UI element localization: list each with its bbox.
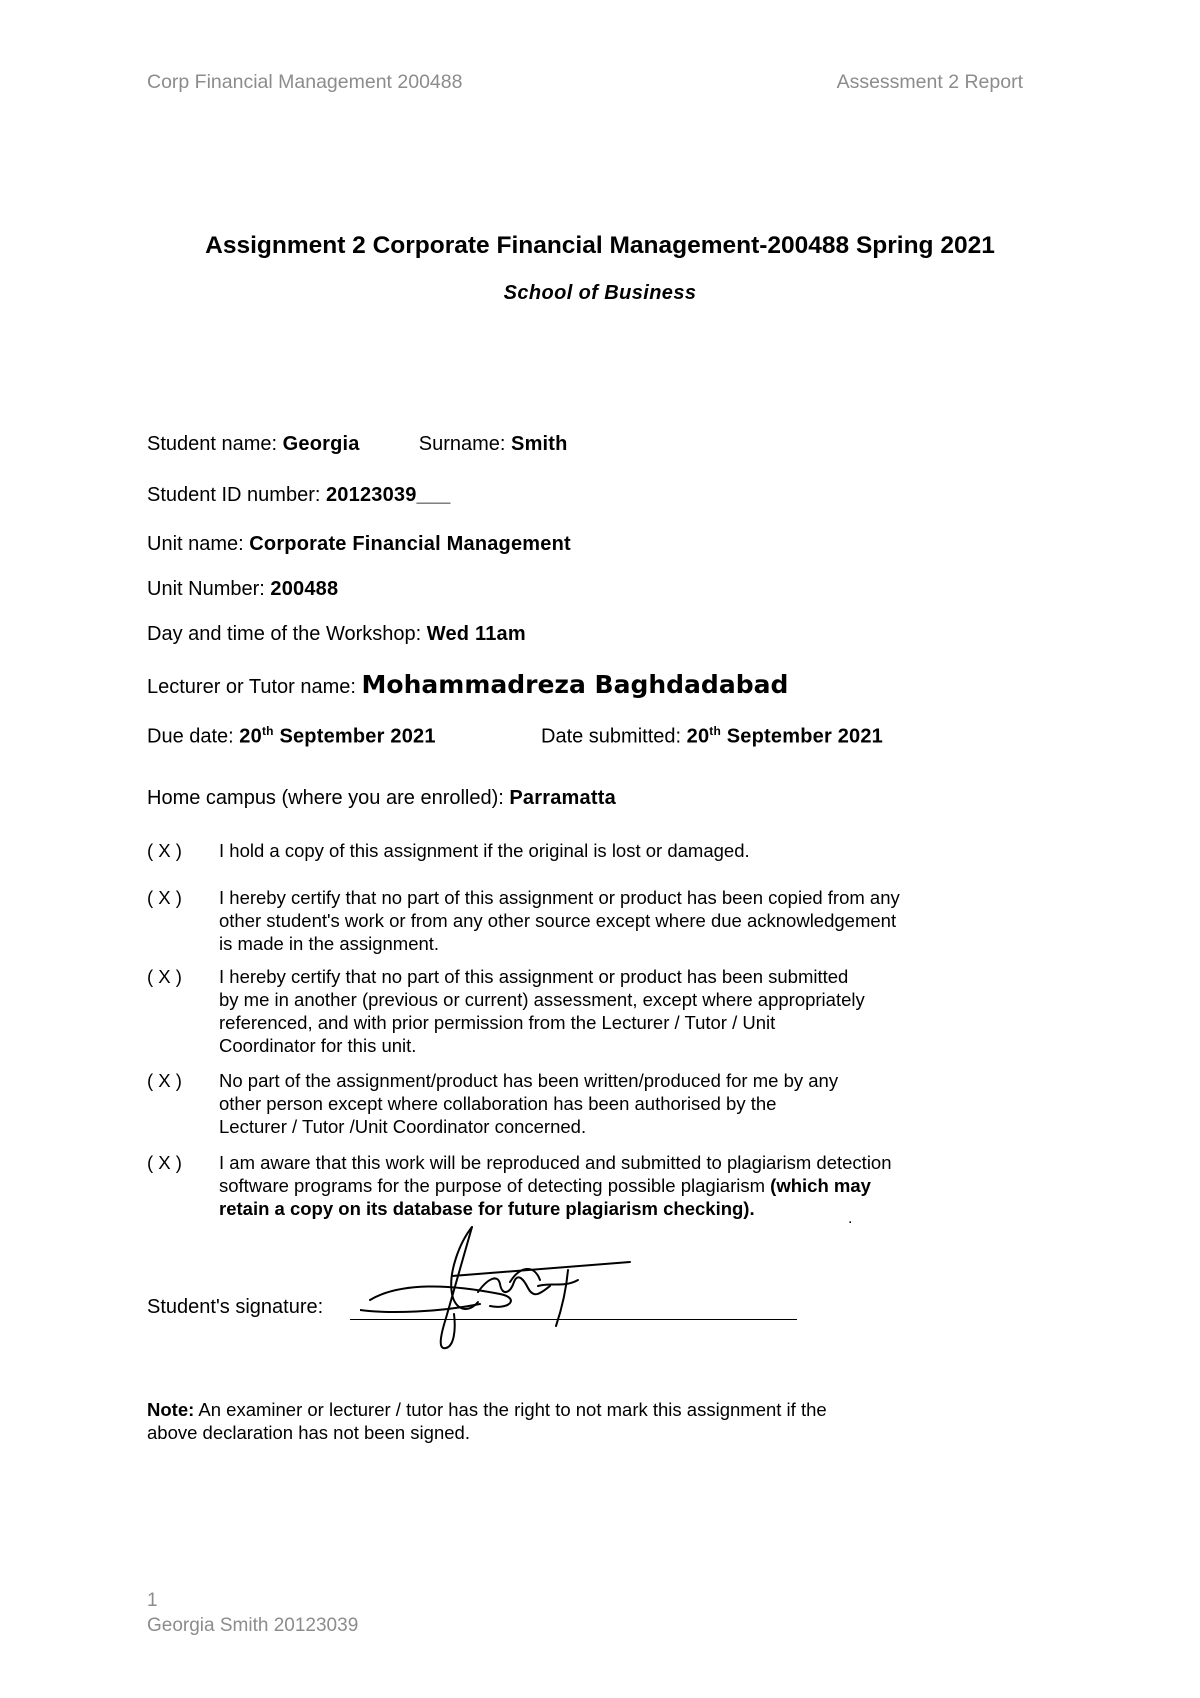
unit-number-label: Unit Number:	[147, 578, 271, 600]
declaration-line: referenced, and with prior permission from the Lecturer / Tutor / Unit	[219, 1012, 776, 1033]
student-id-label: Student ID number:	[147, 484, 326, 506]
declaration-line: Coordinator for this unit.	[219, 1035, 417, 1056]
workshop-value: Wed 11am	[426, 623, 526, 645]
declaration-text	[219, 1151, 989, 1220]
note-line: above declaration has not been signed.	[147, 1422, 470, 1443]
student-id-row	[147, 484, 451, 507]
declaration-line: I hereby certify that no part of this assignment or product has been copied from any	[219, 887, 900, 908]
date-submitted-suffix: th	[709, 724, 722, 738]
workshop-label: Day and time of the Workshop:	[147, 623, 427, 645]
declaration-line-part: software programs for the purpose of detecting possible plagiarism	[219, 1175, 771, 1196]
lecturer-label: Lecturer or Tutor name:	[147, 676, 362, 698]
due-date-day: 20	[239, 725, 262, 748]
due-date-label: Due date:	[147, 725, 240, 748]
declaration-text	[219, 886, 989, 955]
due-date-rest: September 2021	[273, 725, 436, 748]
declaration-line: I hereby certify that no part of this assignment or product has been submitted	[219, 966, 849, 987]
note-line	[147, 1398, 947, 1421]
signature-label: Student's signature:	[147, 1296, 324, 1318]
student-name-value: Georgia	[282, 433, 360, 455]
student-id-value: 20123039___	[325, 484, 451, 506]
lecturer-row	[147, 670, 788, 699]
note-text: An examiner or lecturer / tutor has the right to not mark this assignment if the	[194, 1399, 827, 1420]
declaration-line: by me in another (previous or current) assessment, except where appropriately	[219, 989, 865, 1010]
header-right: Assessment 2 Report	[836, 71, 1023, 93]
footer-name: Georgia Smith 20123039	[147, 1615, 359, 1636]
declaration-checkmark: ( X )	[147, 1070, 182, 1091]
handwritten-signature	[360, 1222, 650, 1352]
declaration-checkmark: ( X )	[147, 887, 182, 908]
note-block	[147, 1398, 947, 1444]
due-date-suffix: th	[261, 724, 274, 738]
unit-name-value: Corporate Financial Management	[249, 533, 571, 555]
document-title: Assignment 2 Corporate Financial Management-200488 Spring 2021	[205, 232, 995, 259]
student-name-row	[147, 433, 568, 456]
unit-number-row	[147, 578, 338, 601]
declaration-text	[219, 1069, 989, 1138]
declaration-line: No part of the assignment/product has been written/produced for me by any	[219, 1070, 839, 1091]
unit-name-label: Unit name:	[147, 533, 250, 555]
due-date-row	[147, 724, 436, 749]
surname-value: Smith	[511, 433, 568, 455]
declaration-line	[219, 1174, 989, 1197]
stray-dot: .	[848, 1210, 853, 1227]
declaration-checkmark: ( X )	[147, 840, 182, 861]
date-submitted-day: 20	[686, 725, 710, 748]
workshop-row	[147, 623, 526, 646]
date-submitted-rest: September 2021	[721, 725, 883, 748]
unit-name-row	[147, 533, 571, 556]
note-label: Note:	[147, 1399, 195, 1420]
surname-label: Surname:	[418, 433, 512, 455]
unit-number-value: 200488	[270, 578, 339, 600]
campus-label: Home campus (where you are enrolled):	[147, 787, 510, 809]
declaration-text	[219, 965, 989, 1057]
declaration-checkmark: ( X )	[147, 966, 182, 987]
student-name-label: Student name:	[147, 433, 283, 455]
declaration-line: Lecturer / Tutor /Unit Coordinator concerned.	[219, 1116, 587, 1137]
campus-row	[147, 787, 616, 810]
declaration-line: other student's work or from any other source except where due acknowledgement	[219, 910, 897, 931]
header-left: Corp Financial Management 200488	[147, 71, 463, 93]
declaration-checkmark: ( X )	[147, 1152, 182, 1173]
campus-value: Parramatta	[509, 787, 616, 809]
lecturer-value: Mohammadreza Baghdadabad	[361, 670, 789, 699]
declaration-line: I am aware that this work will be reproduced and submitted to plagiarism detection	[219, 1152, 892, 1173]
date-submitted-row	[541, 724, 883, 749]
date-submitted-label: Date submitted:	[541, 725, 687, 748]
declaration-line-bold: retain a copy on its database for future plagiarism checking).	[219, 1198, 755, 1219]
footer-page-number: 1	[147, 1590, 158, 1611]
declaration-line: is made in the assignment.	[219, 933, 440, 954]
document-subtitle: School of Business	[503, 282, 697, 304]
declaration-text: I hold a copy of this assignment if the original is lost or damaged.	[219, 840, 750, 861]
declaration-line: other person except where collaboration has been authorised by the	[219, 1093, 777, 1114]
declaration-line-bold: (which may	[770, 1175, 871, 1196]
declaration-line	[219, 1197, 989, 1220]
